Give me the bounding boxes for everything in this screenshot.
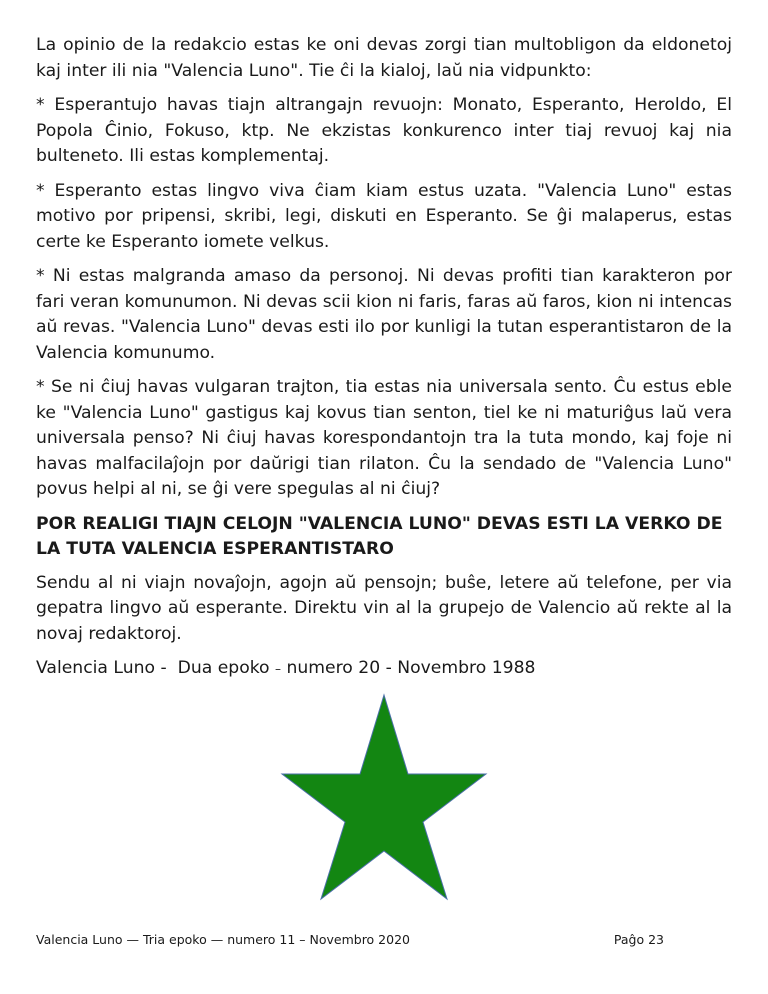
credit-part-1: Valencia Luno - Dua epoko <box>36 658 276 678</box>
paragraph-reason-3: * Ni estas malgranda amaso da personoj. Ni devas profiti tian karakteron por fari veran komunumon. Ni devas scii kion ni faris, faras aŭ faros, kion ni intencas aŭ revas. "Valencia Luno" devas esti ilo por kunligi la tutan esperantistaron de la Valencia komunumo. <box>36 266 732 363</box>
esperanto-star-icon <box>280 693 488 901</box>
section-heading: POR REALIGI TIAJN CELOJN "VALENCIA LUNO" DEVAS ESTI LA VERKO DE LA TUTA VALENCIA ESPERANTISTARO <box>36 513 723 559</box>
article-body <box>36 33 732 683</box>
paragraph-reason-1: * Esperantujo havas tiajn altrangajn revuojn: Monato, Esperanto, Heroldo, El Popola Ĉinio, Fokuso, ktp. Ne ekzistas konkurenco inter tiaj revuoj kaj nia bulteneto. Ili estas komplementaj. <box>36 95 732 166</box>
footer-publication: Valencia Luno — Tria epoko — numero 11 – Novembro 2020 <box>36 932 410 947</box>
paragraph-reason-2: * Esperanto estas lingvo viva ĉiam kiam estus uzata. "Valencia Luno" estas motivo por pripensi, skribi, legi, diskuti en Esperanto. Se ĝi malaperus, estas certe ke Esperanto iomete velkus. <box>36 180 732 252</box>
star-svg <box>280 693 488 901</box>
source-credit <box>36 656 732 683</box>
footer-page-number: Paĝo 23 <box>613 932 664 947</box>
credit-part-2: numero 20 - Novembro 1988 <box>281 658 536 678</box>
paragraph-reason-4: * Se ni ĉiuj havas vulgaran trajton, tia estas nia universala sento. Ĉu estus eble ke "Valencia Luno" gastigus kaj kovus tian senton, tiel ke ni maturiĝus laŭ vera universala penso? Ni ĉiuj havas korespondantojn tra la tuta mondo, kaj foje ni havas malfacilaĵojn por daŭrigi tian rilaton. Ĉu la sendado de "Valencia Luno" povus helpi al ni, se ĝi vere spegulas al ni ĉiuj? <box>36 377 732 499</box>
paragraph-closing: Sendu al ni viajn novaĵojn, agojn aŭ pensojn; buŝe, letere aŭ telefone, per via gepatra lingvo aŭ esperante. Direktu vin al la grupejo de Valencio aŭ rekte al la novaj redaktoroj. <box>36 572 732 644</box>
star-shape <box>282 695 486 899</box>
credit-dash: – <box>275 662 282 676</box>
paragraph-intro: La opinio de la redakcio estas ke oni devas zorgi tian multobligon da eldonetoj kaj inter ili nia "Valencia Luno". Tie ĉi la kialoj, laŭ nia vidpunkto: <box>36 35 732 81</box>
